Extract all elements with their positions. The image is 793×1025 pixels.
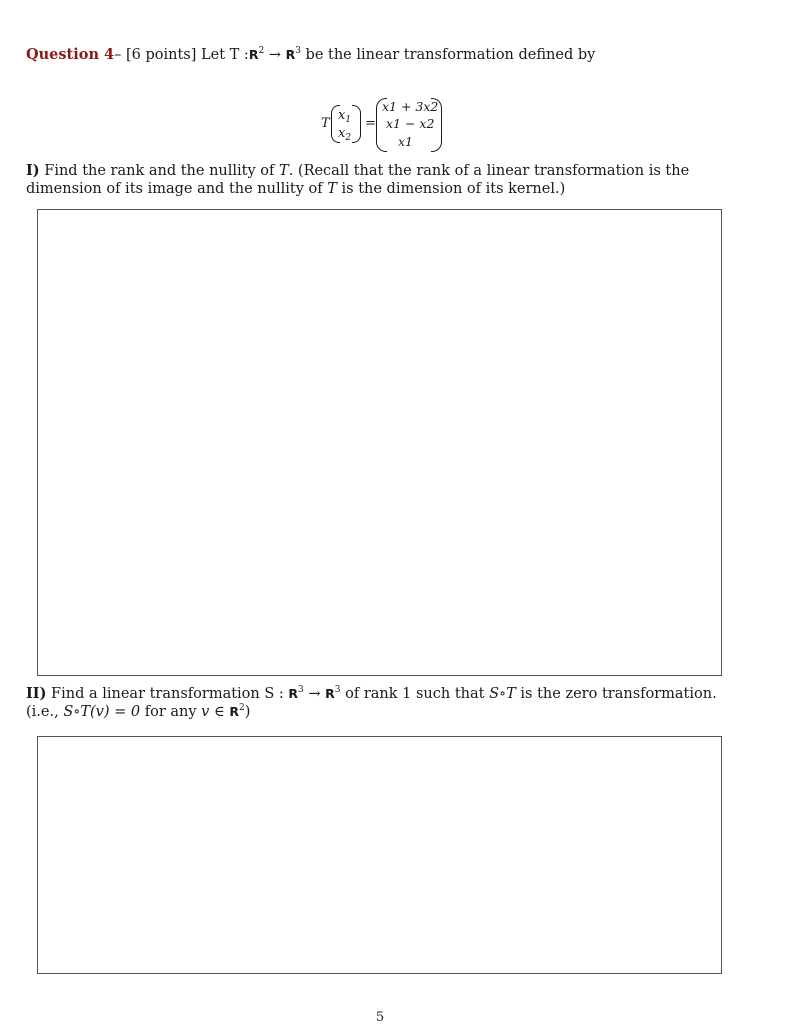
- output-row-3: x1: [398, 134, 414, 149]
- question-header: [26, 46, 595, 63]
- input-entry-2: $x_2$: [338, 126, 352, 143]
- formula-func: T: [321, 116, 330, 131]
- part-1-prompt: I) Find the rank and the nullity of T. (Recall that the rank of a linear transformation is the dimension of its image and the nullity of T is the dimension of its kernel.): [26, 162, 690, 197]
- formula-equals: =: [365, 116, 376, 131]
- domain-exponent: 2: [258, 46, 265, 56]
- output-right-paren: [431, 98, 442, 152]
- header-rest: be the linear transformation defined by: [305, 47, 596, 63]
- question-title: Question 4: [26, 46, 115, 63]
- part-2-label: II): [26, 685, 47, 702]
- domain-space: R: [248, 47, 259, 62]
- codomain-exponent: 3: [295, 46, 301, 56]
- output-row-1: x1 + 3x2: [382, 99, 439, 114]
- input-right-paren: [352, 105, 361, 143]
- answer-box-part-1[interactable]: [37, 209, 722, 676]
- input-entry-1: $x_1$: [338, 108, 352, 125]
- map-arrow: →: [268, 47, 281, 63]
- page-number: 5: [375, 1010, 385, 1025]
- transformation-formula: [318, 96, 448, 152]
- answer-box-part-2[interactable]: [37, 736, 722, 974]
- part-1-label: I): [26, 162, 40, 179]
- question-points: – [6 points] Let T :: [114, 47, 249, 63]
- output-row-2: x1 − x2: [386, 116, 435, 131]
- codomain-space: R: [285, 47, 296, 62]
- part-2-prompt: II) Find a linear transformation S : $R^3 \to R^3$ of rank 1 such that S∘T is the zero transformation. (i.e., S∘T(v) = 0 for any v ∈ $R^2$): [26, 685, 717, 720]
